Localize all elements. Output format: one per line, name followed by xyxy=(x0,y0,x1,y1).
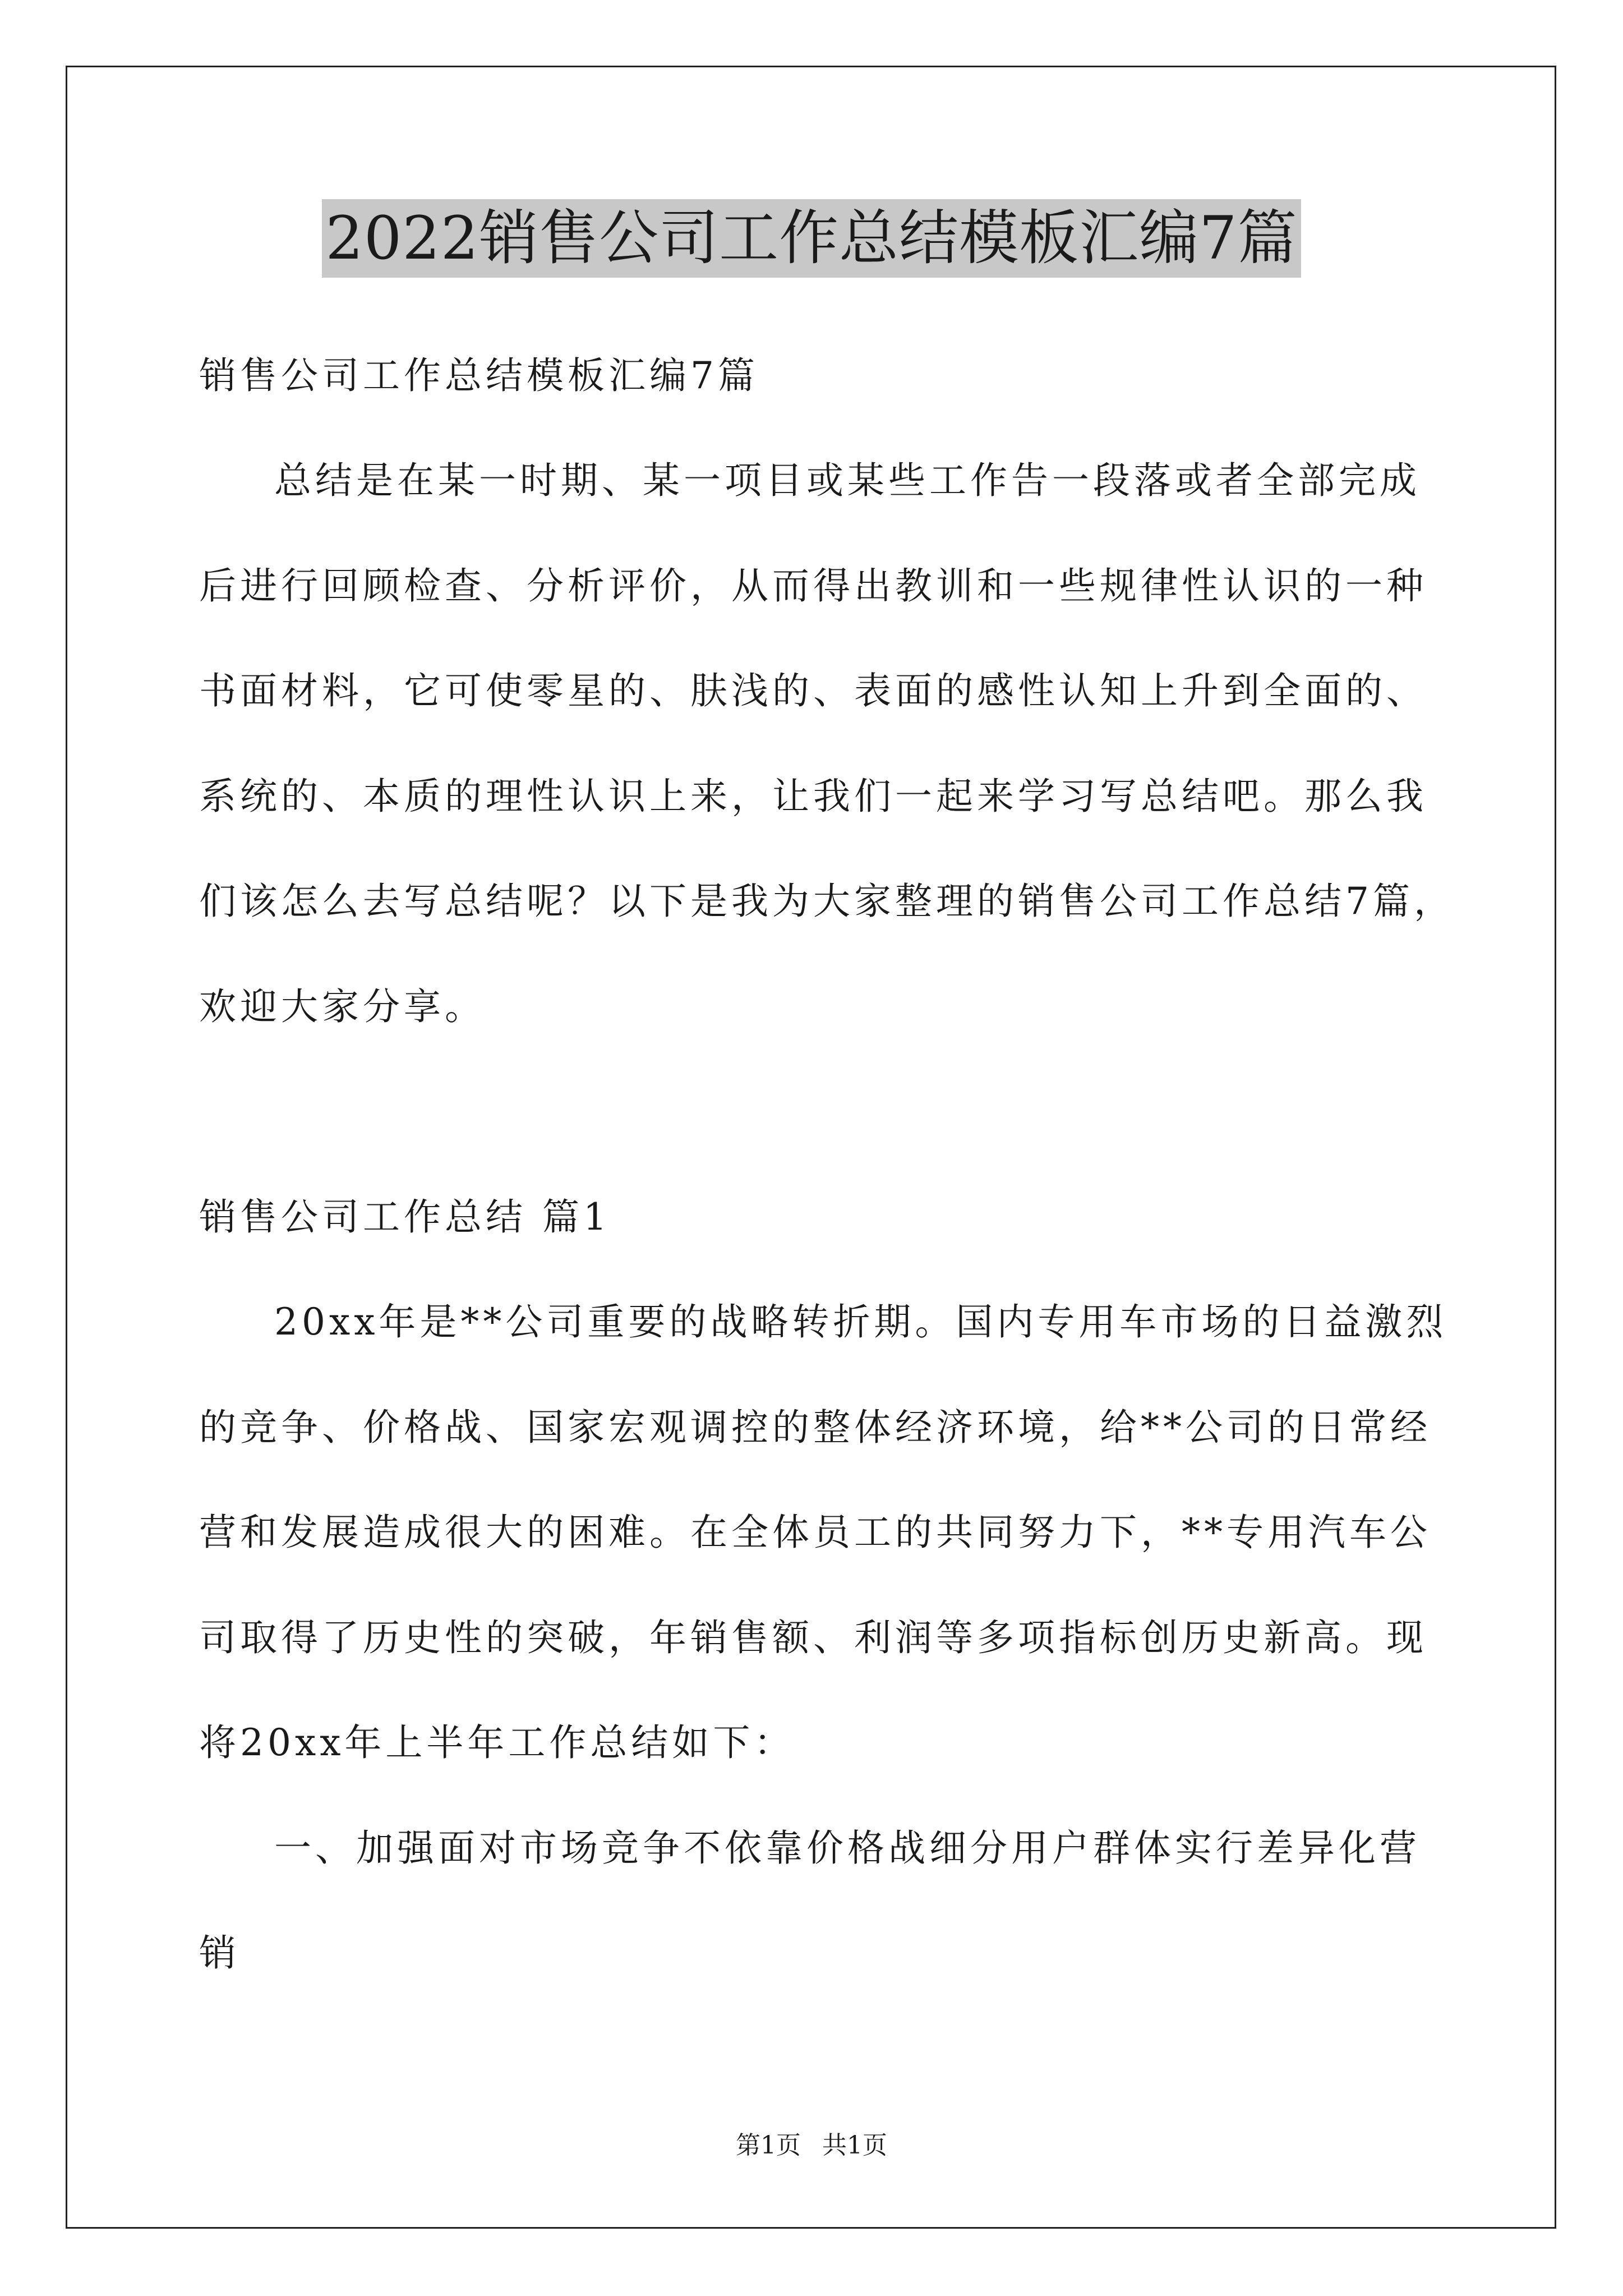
subtitle: 销售公司工作总结模板汇编7篇 xyxy=(199,354,759,397)
section-line: 20xx年是**公司重要的战略转折期。国内专用车市场的日益激烈 xyxy=(274,1300,1447,1343)
section-line: 司取得了历史性的突破，年销售额、利润等多项指标创历史新高。现 xyxy=(199,1616,1427,1659)
intro-line: 后进行回顾检查、分析评价，从而得出教训和一些规律性认识的一种 xyxy=(199,564,1427,608)
section-line: 将20xx年上半年工作总结如下： xyxy=(199,1721,795,1764)
intro-line: 书面材料，它可使零星的、肤浅的、表面的感性认知上升到全面的、 xyxy=(199,669,1427,712)
point-line: 一、加强面对市场竞争不依靠价格战细分用户群体实行差异化营 xyxy=(274,1826,1421,1870)
section-line: 营和发展造成很大的困难。在全体员工的共同努力下，**专用汽车公 xyxy=(199,1511,1431,1554)
page-number: 第1页 xyxy=(736,2131,801,2160)
section-heading: 销售公司工作总结 篇1 xyxy=(199,1195,611,1239)
point-line: 销 xyxy=(199,1931,240,1975)
page-footer xyxy=(0,2129,1623,2162)
intro-line: 们该怎么去写总结呢？以下是我为大家整理的销售公司工作总结7篇， xyxy=(199,880,1455,923)
document-title: 2022销售公司工作总结模板汇编7篇 xyxy=(322,199,1301,278)
intro-line: 系统的、本质的理性认识上来，让我们一起来学习写总结吧。那么我 xyxy=(199,775,1427,818)
intro-line: 欢迎大家分享。 xyxy=(199,985,486,1028)
intro-line: 总结是在某一时期、某一项目或某些工作告一段落或者全部完成 xyxy=(274,459,1421,502)
page-total: 共1页 xyxy=(822,2131,887,2160)
title-container xyxy=(0,199,1623,278)
section-line: 的竞争、价格战、国家宏观调控的整体经济环境，给**公司的日常经 xyxy=(199,1406,1431,1449)
